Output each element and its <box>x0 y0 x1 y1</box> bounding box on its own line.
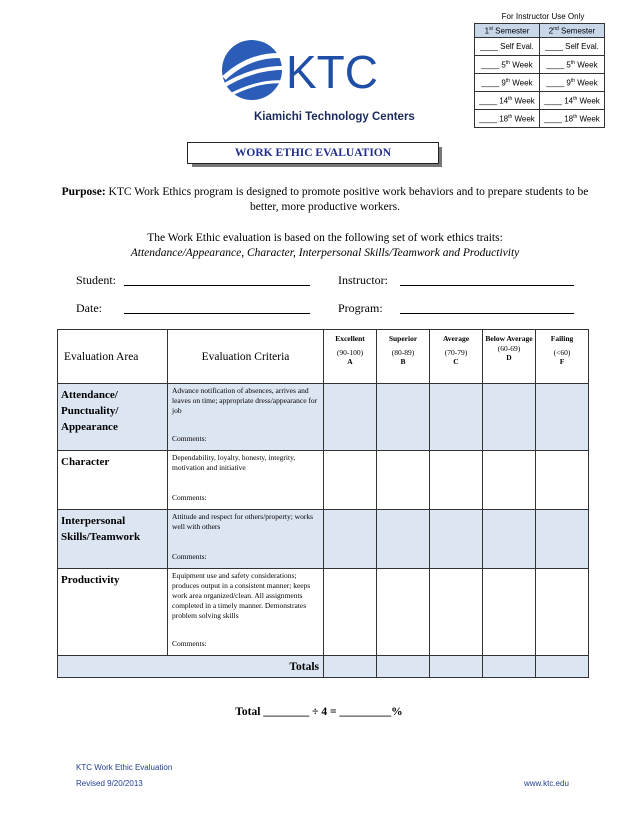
instructor-label: Instructor: <box>338 273 388 287</box>
date-label: Date: <box>76 301 102 315</box>
sem2-week-14[interactable]: ____ 14th Week <box>540 92 605 110</box>
purpose-label: Purpose: <box>61 186 106 198</box>
area-character: Character <box>58 451 168 510</box>
grade-a-name: Excellent <box>335 334 365 343</box>
page-title: WORK ETHIC EVALUATION <box>187 142 439 164</box>
sem2-week-18[interactable]: ____ 18th Week <box>540 110 605 128</box>
sem1-week-9[interactable]: ____ 9th Week <box>475 74 540 92</box>
grade-f-name: Failing <box>550 334 574 343</box>
table-row <box>58 510 589 569</box>
student-label: Student: <box>76 273 117 287</box>
header-evaluation-criteria: Evaluation Criteria <box>168 330 324 384</box>
totals-row <box>58 656 589 678</box>
evaluation-table <box>57 329 589 678</box>
traits-list: Attendance/Appearance, Character, Interpersonal Skills/Teamwork and Productivity <box>130 247 520 259</box>
footer-doc-title: KTC Work Ethic Evaluation <box>76 763 173 772</box>
grade-cell[interactable] <box>430 510 483 569</box>
total-cell[interactable] <box>430 656 483 678</box>
criteria-text: Equipment use and safety considerations; produces output in a consistent manner; keeps work area organized/clean. All assignments completed in a timely manner. Demonstrates problem solving skills <box>172 571 311 620</box>
grade-cell[interactable] <box>324 451 377 510</box>
grade-c-letter: C <box>453 357 459 366</box>
sem1-self-eval[interactable]: ____ Self Eval. <box>475 38 540 56</box>
area-productivity: Productivity <box>58 569 168 656</box>
comments-label: Comments: <box>172 639 207 648</box>
grade-cell[interactable] <box>536 510 589 569</box>
grade-cell[interactable] <box>536 384 589 451</box>
grade-header-d <box>483 330 536 384</box>
footer-revised: Revised 9/20/2013 <box>76 779 143 788</box>
area-interpersonal: Interpersonal Skills/Teamwork <box>58 510 168 569</box>
grade-cell[interactable] <box>536 451 589 510</box>
purpose-paragraph <box>60 185 590 215</box>
grade-cell[interactable] <box>430 451 483 510</box>
grade-d-range: (60-69) <box>497 344 521 353</box>
semester-1-header: 1st Semester <box>475 24 540 38</box>
area-attendance: Attendance/ Punctuality/ Appearance <box>58 384 168 451</box>
criteria-text: Dependability, loyalty, honesty, integrity, motivation and initiative <box>172 453 296 472</box>
program-label: Program: <box>338 301 383 315</box>
grade-cell[interactable] <box>536 569 589 656</box>
criteria-text: Attitude and respect for others/property; works well with others <box>172 512 314 531</box>
table-row <box>58 569 589 656</box>
criteria-attendance <box>168 384 324 451</box>
grade-cell[interactable] <box>430 569 483 656</box>
sem1-week-5[interactable]: ____ 5th Week <box>475 56 540 74</box>
grade-cell[interactable] <box>377 384 430 451</box>
sem1-week-18[interactable]: ____ 18th Week <box>475 110 540 128</box>
grade-f-letter: F <box>559 357 565 366</box>
grade-cell[interactable] <box>430 384 483 451</box>
purpose-text: KTC Work Ethics program is designed to promote positive work behaviors and to prepare students to be better, more productive workers. <box>108 186 589 213</box>
logo-name: Kiamichi Technology Centers <box>254 111 415 123</box>
grade-f-range: (<60) <box>553 348 571 357</box>
ktc-logo <box>218 32 418 126</box>
criteria-text: Advance notification of absences, arrives and leaves on time; appropriate dress/appearance for job <box>172 386 318 415</box>
total-cell[interactable] <box>377 656 430 678</box>
criteria-productivity <box>168 569 324 656</box>
grade-d-name: Below Average <box>485 334 533 343</box>
sem2-week-5[interactable]: ____ 5th Week <box>540 56 605 74</box>
semester-2-header: 2nd Semester <box>540 24 605 38</box>
table-row <box>58 451 589 510</box>
criteria-interpersonal <box>168 510 324 569</box>
grade-cell[interactable] <box>377 451 430 510</box>
grade-cell[interactable] <box>483 451 536 510</box>
comments-label: Comments: <box>172 552 207 561</box>
instructor-use-caption: For Instructor Use Only <box>501 12 585 21</box>
total-cell[interactable] <box>483 656 536 678</box>
comments-label: Comments: <box>172 434 207 443</box>
program-field[interactable] <box>400 313 574 314</box>
grade-d-letter: D <box>506 353 512 362</box>
total-cell[interactable] <box>536 656 589 678</box>
sem1-week-14[interactable]: ____ 14th Week <box>475 92 540 110</box>
grade-cell[interactable] <box>377 569 430 656</box>
sem2-week-9[interactable]: ____ 9th Week <box>540 74 605 92</box>
logo-wordmark: KTC <box>286 46 378 98</box>
grade-b-letter: B <box>400 357 406 366</box>
grade-cell[interactable] <box>483 510 536 569</box>
total-formula: Total ________ ÷ 4 = _________% <box>235 706 403 718</box>
grade-c-name: Average <box>442 334 470 343</box>
grade-header-b <box>377 330 430 384</box>
criteria-character <box>168 451 324 510</box>
footer-url[interactable]: www.ktc.edu <box>524 779 569 788</box>
traits-intro: The Work Ethic evaluation is based on the following set of work ethics traits: <box>147 232 503 244</box>
sem2-self-eval[interactable]: ____ Self Eval. <box>540 38 605 56</box>
instructor-field[interactable] <box>400 285 574 286</box>
date-field[interactable] <box>124 313 310 314</box>
grade-cell[interactable] <box>324 384 377 451</box>
grade-header-c <box>430 330 483 384</box>
grade-cell[interactable] <box>324 510 377 569</box>
instructor-use-table <box>474 23 605 128</box>
grade-header-a <box>324 330 377 384</box>
traits-paragraph <box>60 231 590 261</box>
grade-a-letter: A <box>347 357 353 366</box>
totals-label: Totals <box>58 656 324 678</box>
grade-cell[interactable] <box>483 569 536 656</box>
grade-b-name: Superior <box>388 334 418 343</box>
total-cell[interactable] <box>324 656 377 678</box>
grade-header-f <box>536 330 589 384</box>
grade-cell[interactable] <box>324 569 377 656</box>
grade-cell[interactable] <box>483 384 536 451</box>
comments-label: Comments: <box>172 493 207 502</box>
student-field[interactable] <box>124 285 310 286</box>
grade-c-range: (70-79) <box>444 348 468 357</box>
grade-b-range: (80-89) <box>391 348 415 357</box>
header-evaluation-area: Evaluation Area <box>58 330 168 384</box>
table-row <box>58 384 589 451</box>
grade-cell[interactable] <box>377 510 430 569</box>
grade-a-range: (90-100) <box>336 348 364 357</box>
